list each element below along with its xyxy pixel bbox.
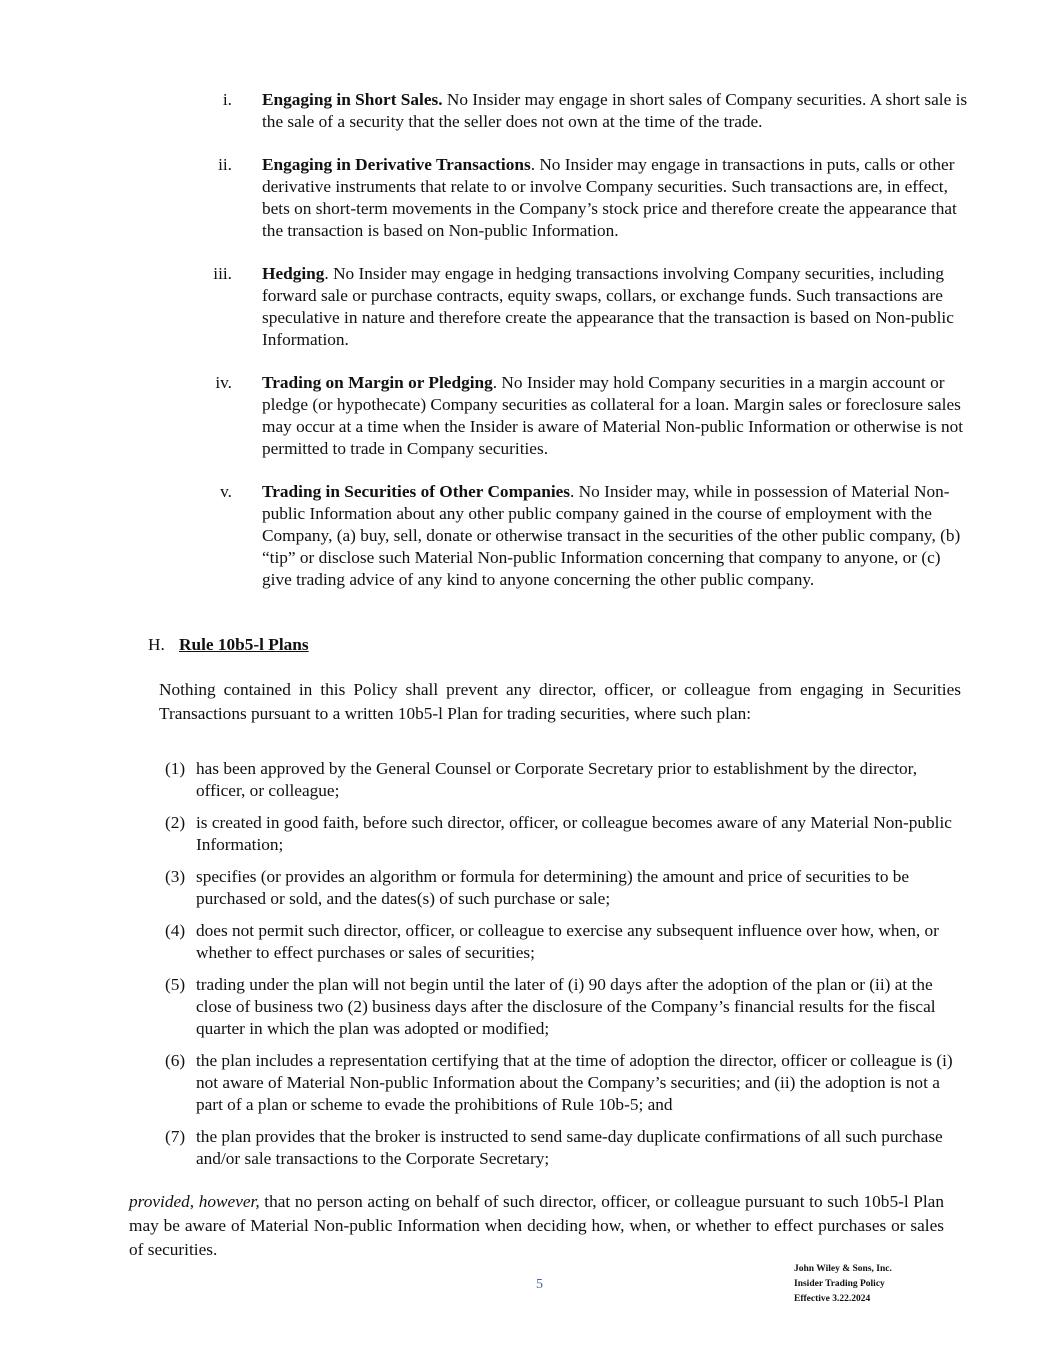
list-item-text: . No Insider may hold Company securities in a margin account or pledge (or hypothecate) Company securities as collateral for a loan. Margin sales or foreclosure sales may occur at a time when the Insider is aware of Material Non-public Information or otherwise is not permitted to trade in Company securities. (262, 373, 964, 458)
numbered-item-label: (1) (165, 759, 186, 778)
footer-policy: Insider Trading Policy (794, 1279, 885, 1289)
list-item-text: . No Insider may, while in possession of Material Non-public Information about any other public company gained in the course of employment with the Company, (a) buy, sell, donate or otherwise transact in the securities of the other public company, (b) “tip” or disclose such Material Non-public Information concerning that company to anyone, or (c) give trading advice of any kind to anyone concerning the other public company. (262, 482, 961, 589)
list-item-title: Engaging in Short Sales. (262, 90, 443, 109)
list-item-title: Hedging (262, 264, 325, 283)
section-letter: H. (148, 635, 165, 654)
section-title: Rule 10b5-l Plans (179, 635, 309, 654)
proviso-paragraph (129, 1190, 944, 1262)
list-item-number: iii. (213, 264, 232, 283)
section-heading (148, 634, 309, 656)
list-item-number: i. (222, 90, 232, 109)
numbered-item-label: (7) (165, 1127, 186, 1146)
list-item-text: . No Insider may engage in hedging transactions involving Company securities, including forward sale or purchase contracts, equity swaps, collars, or exchange funds. Such transactions are speculative in nature and therefore create the appearance that the transaction is based on Non-public Information. (262, 264, 954, 349)
numbered-item-label: (3) (165, 867, 186, 886)
numbered-item-text: does not permit such director, officer, or colleague to exercise any subsequent influence over how, when, or whether to effect purchases or sales of securities; (196, 921, 939, 962)
numbered-item-text: is created in good faith, before such director, officer, or colleague becomes aware of any Material Non-public Information; (196, 813, 952, 854)
list-item-title: Engaging in Derivative Transactions (262, 155, 531, 174)
proviso-italic: provided, however, (129, 1192, 260, 1211)
numbered-item-text: the plan provides that the broker is instructed to send same-day duplicate confirmations of all such purchase and/or sale transactions to the Corporate Secretary; (196, 1127, 943, 1168)
footer-effective: Effective 3.22.2024 (794, 1294, 871, 1304)
list-item-title: Trading on Margin or Pledging (262, 373, 493, 392)
list-item-text: . No Insider may engage in transactions in puts, calls or other derivative instruments that relate to or involve Company securities. Such transactions are, in effect, bets on short-term movements in the Company’s stock price and therefore create the appearance that the transaction is based on Non-public Information. (262, 155, 957, 240)
list-item-text: No Insider may engage in short sales of Company securities. A short sale is the sale of a security that the seller does not own at the time of the trade. (262, 90, 968, 131)
list-item-title: Trading in Securities of Other Companies (262, 482, 571, 501)
list-item-number: iv. (215, 373, 232, 392)
footer-company: John Wiley & Sons, Inc. (794, 1264, 892, 1274)
footer (794, 1262, 892, 1307)
proviso-text: that no person acting on behalf of such director, officer, or colleague pursuant to such 10b5-l Plan may be aware of Material Non-public Information when deciding how, when, or whether to effect purchases or sales of securities. (129, 1192, 944, 1259)
section-intro: Nothing contained in this Policy shall prevent any director, officer, or colleague from engaging in Securities Transactions pursuant to a written 10b5-l Plan for trading securities, where such plan: (159, 680, 961, 723)
numbered-item-text: trading under the plan will not begin until the later of (i) 90 days after the adoption of the plan or (ii) at the close of business two (2) business days after the disclosure of the Company’s financial results for the fiscal quarter in which the plan was adopted or modified; (196, 975, 936, 1038)
numbered-item-label: (6) (165, 1051, 186, 1070)
numbered-item-text: specifies (or provides an algorithm or formula for determining) the amount and price of securities to be purchased or sold, and the dates(s) of such purchase or sale; (196, 867, 910, 908)
numbered-item-text: has been approved by the General Counsel or Corporate Secretary prior to establishment by the director, officer, or colleague; (196, 759, 918, 800)
list-item-number: v. (220, 482, 232, 501)
page-number: 5 (536, 1277, 543, 1292)
numbered-item-label: (2) (165, 813, 186, 832)
list-item-number: ii. (218, 155, 232, 174)
numbered-item-text: the plan includes a representation certifying that at the time of adoption the director, officer or colleague is (i) not aware of Material Non-public Information about the Company’s securities; and (ii) the adoption is not a part of a plan or scheme to evade the prohibitions of Rule 10b-5; and (196, 1051, 953, 1114)
numbered-item-label: (4) (165, 921, 186, 940)
numbered-item-label: (5) (165, 975, 186, 994)
